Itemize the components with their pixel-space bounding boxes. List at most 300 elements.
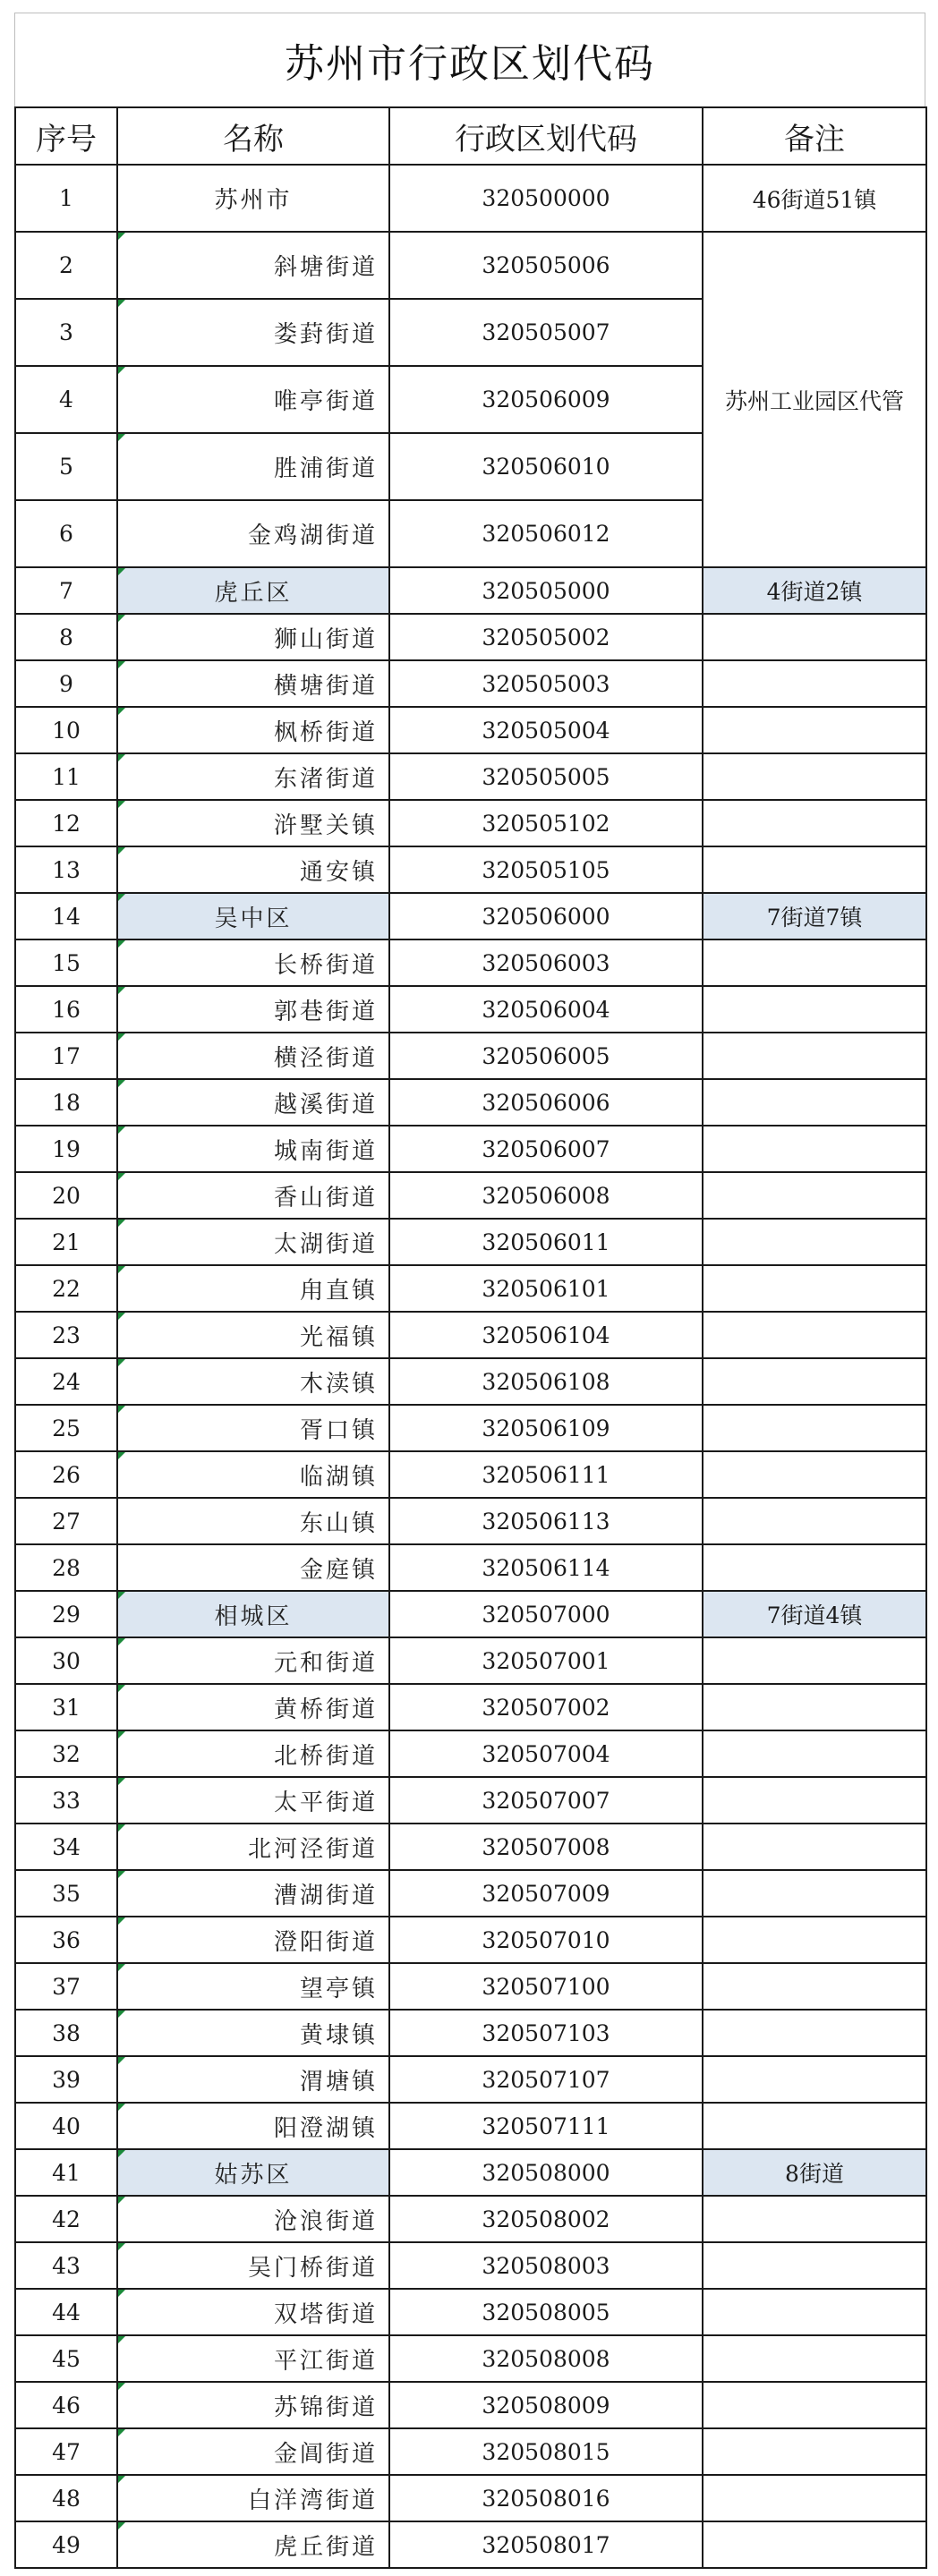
cell-name-text: 光福镇: [299, 1323, 378, 1351]
cell-note[interactable]: [703, 1917, 926, 1963]
cell-seq[interactable]: 40: [15, 2103, 117, 2149]
cell-seq[interactable]: 30: [15, 1637, 117, 1684]
cell-name[interactable]: [117, 2521, 389, 2568]
cell-name[interactable]: [117, 2289, 389, 2335]
table-row: [15, 1730, 926, 1777]
cell-note[interactable]: [703, 2103, 926, 2149]
cell-code[interactable]: 320505004: [389, 707, 703, 753]
table-row: [15, 2149, 926, 2196]
cell-note[interactable]: [703, 660, 926, 707]
cell-seq[interactable]: 42: [15, 2196, 117, 2242]
cell-note[interactable]: [703, 1033, 926, 1079]
cell-seq[interactable]: 20: [15, 1172, 117, 1219]
cell-name-text: 相城区: [214, 1603, 293, 1630]
cell-seq[interactable]: 2: [15, 232, 117, 299]
cell-comment-marker-icon: [118, 1731, 125, 1739]
table-row: [15, 2103, 926, 2149]
cell-name[interactable]: [117, 165, 389, 232]
cell-note[interactable]: [703, 614, 926, 660]
title-cell[interactable]: [14, 13, 925, 106]
cell-name[interactable]: [117, 2149, 389, 2196]
cell-code[interactable]: 320506008: [389, 1172, 703, 1219]
cell-name[interactable]: [117, 2196, 389, 2242]
cell-seq[interactable]: 26: [15, 1451, 117, 1498]
cell-name[interactable]: [117, 1684, 389, 1730]
cell-seq[interactable]: 48: [15, 2475, 117, 2521]
cell-comment-marker-icon: [118, 1126, 125, 1134]
cell-name[interactable]: [117, 433, 389, 500]
cell-code[interactable]: 320505105: [389, 846, 703, 893]
cell-code[interactable]: 320506003: [389, 939, 703, 986]
header-note[interactable]: 备注: [703, 107, 926, 165]
cell-name[interactable]: [117, 1870, 389, 1917]
cell-seq[interactable]: 16: [15, 986, 117, 1033]
cell-note[interactable]: [703, 1544, 926, 1591]
cell-name-text: 木渎镇: [299, 1370, 378, 1398]
cell-seq[interactable]: 31: [15, 1684, 117, 1730]
cell-seq[interactable]: 6: [15, 500, 117, 567]
cell-name-text: 越溪街道: [273, 1091, 378, 1118]
cell-code[interactable]: 320506101: [389, 1265, 703, 1312]
cell-code[interactable]: 320507100: [389, 1963, 703, 2010]
cell-name[interactable]: [117, 1172, 389, 1219]
cell-comment-marker-icon: [118, 2197, 125, 2204]
cell-note[interactable]: [703, 1730, 926, 1777]
cell-note[interactable]: [703, 1498, 926, 1544]
table-row: [15, 2428, 926, 2475]
cell-seq[interactable]: 36: [15, 1917, 117, 1963]
cell-code[interactable]: 320500000: [389, 165, 703, 232]
cell-name-text: 平江街道: [273, 2347, 378, 2375]
cell-name[interactable]: [117, 1405, 389, 1451]
cell-seq[interactable]: 10: [15, 707, 117, 753]
cell-code[interactable]: 320508017: [389, 2521, 703, 2568]
cell-name-text: 北桥街道: [273, 1742, 378, 1770]
cell-code[interactable]: 320507107: [389, 2056, 703, 2103]
table-row: [15, 2196, 926, 2242]
cell-comment-marker-icon: [118, 894, 125, 901]
cell-name-text: 澄阳街道: [273, 1928, 378, 1956]
cell-name-text: 姑苏区: [214, 2161, 293, 2189]
table-row: [15, 232, 926, 299]
page-title: 苏州市行政区划代码: [285, 41, 655, 87]
cell-comment-marker-icon: [118, 2336, 125, 2343]
cell-note[interactable]: [703, 2335, 926, 2382]
cell-comment-marker-icon: [118, 847, 125, 854]
table-row: [15, 2335, 926, 2382]
cell-comment-marker-icon: [118, 1824, 125, 1832]
cell-name[interactable]: [117, 2103, 389, 2149]
cell-code[interactable]: 320507007: [389, 1777, 703, 1824]
cell-name-text: 吴门桥街道: [247, 2254, 378, 2282]
cell-comment-marker-icon: [118, 2057, 125, 2064]
cell-name[interactable]: [117, 1312, 389, 1358]
cell-code[interactable]: 320505102: [389, 800, 703, 846]
cell-name[interactable]: [117, 660, 389, 707]
cell-note[interactable]: [703, 1126, 926, 1172]
cell-note[interactable]: [703, 2289, 926, 2335]
cell-seq[interactable]: 37: [15, 1963, 117, 2010]
cell-code[interactable]: 320508005: [389, 2289, 703, 2335]
header-code[interactable]: 行政区划代码: [389, 107, 703, 165]
cell-name-text: 漕湖街道: [273, 1882, 378, 1909]
cell-code[interactable]: 320508002: [389, 2196, 703, 2242]
cell-seq[interactable]: 41: [15, 2149, 117, 2196]
cell-comment-marker-icon: [118, 708, 125, 715]
cell-name[interactable]: [117, 707, 389, 753]
cell-note[interactable]: [703, 753, 926, 800]
cell-seq[interactable]: 34: [15, 1824, 117, 1870]
cell-code[interactable]: 320508000: [389, 2149, 703, 2196]
cell-seq[interactable]: 8: [15, 614, 117, 660]
cell-seq[interactable]: 28: [15, 1544, 117, 1591]
table-row: [15, 2010, 926, 2056]
cell-comment-marker-icon: [118, 1359, 125, 1366]
cell-name-text: 香山街道: [273, 1184, 378, 1211]
cell-name-text: 北河泾街道: [247, 1835, 378, 1863]
cell-note[interactable]: [703, 1358, 926, 1405]
cell-note[interactable]: [703, 986, 926, 1033]
table-row: [15, 1451, 926, 1498]
cell-note[interactable]: [703, 1312, 926, 1358]
table-row: [15, 1684, 926, 1730]
cell-name[interactable]: [117, 366, 389, 433]
cell-comment-marker-icon: [118, 1685, 125, 1692]
cell-name-text: 娄葑街道: [273, 321, 378, 348]
cell-seq[interactable]: 33: [15, 1777, 117, 1824]
cell-note[interactable]: [703, 2428, 926, 2475]
cell-name-text: 黄桥街道: [273, 1696, 378, 1723]
cell-comment-marker-icon: [118, 801, 125, 808]
cell-name[interactable]: [117, 2335, 389, 2382]
table-row: [15, 1312, 926, 1358]
cell-name[interactable]: [117, 1777, 389, 1824]
cell-note[interactable]: [703, 1219, 926, 1265]
cell-code[interactable]: 320506011: [389, 1219, 703, 1265]
cell-code[interactable]: 320505000: [389, 567, 703, 614]
cell-name-text: 苏锦街道: [273, 2393, 378, 2421]
cell-comment-marker-icon: [118, 2290, 125, 2297]
cell-note[interactable]: [703, 2056, 926, 2103]
cell-comment-marker-icon: [118, 2104, 125, 2111]
cell-name[interactable]: [117, 1451, 389, 1498]
cell-comment-marker-icon: [118, 1452, 125, 1459]
cell-code[interactable]: 320506007: [389, 1126, 703, 1172]
cell-code[interactable]: 320506109: [389, 1405, 703, 1451]
table-row: [15, 986, 926, 1033]
table-row: [15, 1824, 926, 1870]
cell-name[interactable]: [117, 2056, 389, 2103]
cell-seq[interactable]: 18: [15, 1079, 117, 1126]
cell-name[interactable]: [117, 614, 389, 660]
cell-name-text: 白洋湾街道: [247, 2487, 378, 2514]
cell-note[interactable]: [703, 1777, 926, 1824]
cell-note[interactable]: 7街道4镇: [703, 1591, 926, 1637]
cell-code[interactable]: 320506009: [389, 366, 703, 433]
cell-note[interactable]: [703, 1079, 926, 1126]
table-row: [15, 1079, 926, 1126]
table-row: [15, 939, 926, 986]
cell-code[interactable]: 320505007: [389, 299, 703, 366]
cell-seq[interactable]: 22: [15, 1265, 117, 1312]
cell-seq[interactable]: 19: [15, 1126, 117, 1172]
cell-code[interactable]: 320506012: [389, 500, 703, 567]
cell-comment-marker-icon: [118, 1917, 125, 1925]
table-row: [15, 1405, 926, 1451]
cell-code[interactable]: 320507010: [389, 1917, 703, 1963]
cell-code[interactable]: 320508003: [389, 2242, 703, 2289]
cell-name[interactable]: [117, 1358, 389, 1405]
cell-name-text: 东山镇: [299, 1509, 378, 1537]
cell-seq[interactable]: 38: [15, 2010, 117, 2056]
cell-name-text: 金庭镇: [299, 1556, 378, 1584]
cell-name-text: 唯亭街道: [273, 388, 378, 415]
cell-code[interactable]: 320506005: [389, 1033, 703, 1079]
cell-name[interactable]: [117, 2010, 389, 2056]
cell-name[interactable]: [117, 1917, 389, 1963]
cell-comment-marker-icon: [118, 1964, 125, 1971]
cell-note[interactable]: [703, 939, 926, 986]
cell-code[interactable]: 320506108: [389, 1358, 703, 1405]
cell-seq[interactable]: 32: [15, 1730, 117, 1777]
cell-name-text: 斜塘街道: [273, 254, 378, 281]
cell-comment-marker-icon: [118, 2429, 125, 2436]
cell-seq[interactable]: 7: [15, 567, 117, 614]
cell-comment-marker-icon: [118, 1871, 125, 1878]
cell-comment-marker-icon: [118, 2243, 125, 2250]
cell-note[interactable]: [703, 1451, 926, 1498]
cell-seq[interactable]: 13: [15, 846, 117, 893]
cell-note[interactable]: [703, 1870, 926, 1917]
cell-seq[interactable]: 17: [15, 1033, 117, 1079]
cell-name-text: 临湖镇: [299, 1463, 378, 1491]
cell-note[interactable]: [703, 1684, 926, 1730]
cell-name[interactable]: [117, 1544, 389, 1591]
cell-note[interactable]: 4街道2镇: [703, 567, 926, 614]
cell-note[interactable]: [703, 2475, 926, 2521]
cell-code[interactable]: 320507004: [389, 1730, 703, 1777]
cell-note-merged[interactable]: 苏州工业园区代管: [703, 232, 926, 567]
cell-note[interactable]: [703, 2382, 926, 2428]
cell-comment-marker-icon: [118, 1406, 125, 1413]
cell-code[interactable]: 320506111: [389, 1451, 703, 1498]
cell-name-text: 虎丘街道: [273, 2533, 378, 2561]
cell-code[interactable]: 320507103: [389, 2010, 703, 2056]
cell-note[interactable]: [703, 1405, 926, 1451]
cell-seq[interactable]: 29: [15, 1591, 117, 1637]
table-row: [15, 2475, 926, 2521]
cell-comment-marker-icon: [118, 1778, 125, 1785]
cell-name[interactable]: [117, 1963, 389, 2010]
cell-note[interactable]: 8街道: [703, 2149, 926, 2196]
cell-name-text: 太平街道: [273, 1789, 378, 1816]
cell-code[interactable]: 320506114: [389, 1544, 703, 1591]
cell-note[interactable]: [703, 1637, 926, 1684]
cell-code[interactable]: 320507009: [389, 1870, 703, 1917]
cell-name[interactable]: [117, 986, 389, 1033]
cell-note[interactable]: 7街道7镇: [703, 893, 926, 939]
cell-code[interactable]: 320506006: [389, 1079, 703, 1126]
cell-seq[interactable]: 21: [15, 1219, 117, 1265]
cell-seq[interactable]: 44: [15, 2289, 117, 2335]
cell-comment-marker-icon: [118, 2383, 125, 2390]
cell-name[interactable]: [117, 1079, 389, 1126]
table-row: [15, 846, 926, 893]
division-code-table: [14, 106, 927, 2569]
cell-seq[interactable]: 5: [15, 433, 117, 500]
cell-name-text: 胥口镇: [299, 1416, 378, 1444]
cell-seq[interactable]: 39: [15, 2056, 117, 2103]
cell-code[interactable]: 320507000: [389, 1591, 703, 1637]
cell-note[interactable]: [703, 707, 926, 753]
cell-note[interactable]: [703, 800, 926, 846]
cell-name-text: 郭巷街道: [273, 998, 378, 1025]
cell-note[interactable]: [703, 2010, 926, 2056]
header-name[interactable]: 名称: [117, 107, 389, 165]
cell-name-text: 沧浪街道: [273, 2207, 378, 2235]
cell-code[interactable]: 320508015: [389, 2428, 703, 2475]
cell-seq[interactable]: 23: [15, 1312, 117, 1358]
cell-seq[interactable]: 9: [15, 660, 117, 707]
cell-seq[interactable]: 4: [15, 366, 117, 433]
table-row: [15, 1172, 926, 1219]
cell-seq[interactable]: 45: [15, 2335, 117, 2382]
cell-name[interactable]: [117, 1637, 389, 1684]
cell-note[interactable]: [703, 2242, 926, 2289]
cell-comment-marker-icon: [118, 233, 125, 240]
cell-seq[interactable]: 1: [15, 165, 117, 232]
cell-name-text: 长桥街道: [273, 951, 378, 979]
cell-comment-marker-icon: [118, 987, 125, 994]
table-row: [15, 1917, 926, 1963]
cell-seq[interactable]: 46: [15, 2382, 117, 2428]
cell-name[interactable]: [117, 232, 389, 299]
cell-comment-marker-icon: [118, 2011, 125, 2018]
cell-seq[interactable]: 47: [15, 2428, 117, 2475]
cell-name-text: 横塘街道: [273, 672, 378, 700]
cell-code[interactable]: 320507111: [389, 2103, 703, 2149]
cell-seq[interactable]: 14: [15, 893, 117, 939]
cell-name[interactable]: [117, 1730, 389, 1777]
cell-seq[interactable]: 27: [15, 1498, 117, 1544]
cell-name-text: 狮山街道: [273, 625, 378, 653]
cell-name[interactable]: [117, 893, 389, 939]
cell-seq[interactable]: 12: [15, 800, 117, 846]
cell-code[interactable]: 320506113: [389, 1498, 703, 1544]
cell-name[interactable]: [117, 299, 389, 366]
cell-seq[interactable]: 43: [15, 2242, 117, 2289]
table-row: [15, 800, 926, 846]
cell-name[interactable]: [117, 939, 389, 986]
table-row: [15, 1777, 926, 1824]
cell-comment-marker-icon: [118, 1638, 125, 1645]
cell-note[interactable]: [703, 1824, 926, 1870]
cell-name-text: 双塔街道: [273, 2300, 378, 2328]
cell-name[interactable]: [117, 567, 389, 614]
cell-code[interactable]: 320507008: [389, 1824, 703, 1870]
table-row: [15, 1033, 926, 1079]
cell-comment-marker-icon: [118, 754, 125, 761]
cell-note[interactable]: [703, 846, 926, 893]
table-row: [15, 165, 926, 232]
cell-code[interactable]: 320506010: [389, 433, 703, 500]
cell-code[interactable]: 320505003: [389, 660, 703, 707]
header-seq[interactable]: 序号: [15, 107, 117, 165]
cell-code[interactable]: 320508009: [389, 2382, 703, 2428]
cell-code[interactable]: 320507001: [389, 1637, 703, 1684]
table-row: [15, 2056, 926, 2103]
cell-name[interactable]: [117, 1265, 389, 1312]
cell-note[interactable]: [703, 1172, 926, 1219]
cell-code[interactable]: 320507002: [389, 1684, 703, 1730]
cell-comment-marker-icon: [118, 940, 125, 948]
cell-name[interactable]: [117, 753, 389, 800]
cell-name-text: 望亭镇: [299, 1975, 378, 2002]
cell-comment-marker-icon: [118, 2476, 125, 2483]
cell-name-text: 通安镇: [299, 858, 378, 886]
cell-seq[interactable]: 49: [15, 2521, 117, 2568]
cell-name-text: 吴中区: [214, 905, 293, 932]
cell-name-text: 浒墅关镇: [273, 812, 378, 839]
cell-seq[interactable]: 15: [15, 939, 117, 986]
cell-name[interactable]: [117, 1033, 389, 1079]
cell-name[interactable]: [117, 2382, 389, 2428]
cell-comment-marker-icon: [118, 1592, 125, 1599]
table-row: [15, 2242, 926, 2289]
cell-code[interactable]: 320505006: [389, 232, 703, 299]
cell-name[interactable]: [117, 1498, 389, 1544]
cell-code[interactable]: 320506000: [389, 893, 703, 939]
cell-note[interactable]: [703, 2196, 926, 2242]
cell-name-text: 金鸡湖街道: [247, 523, 378, 549]
cell-name[interactable]: [117, 1126, 389, 1172]
cell-seq[interactable]: 3: [15, 299, 117, 366]
table-row: [15, 2521, 926, 2568]
cell-seq[interactable]: 35: [15, 1870, 117, 1917]
cell-name[interactable]: [117, 846, 389, 893]
cell-name[interactable]: [117, 1824, 389, 1870]
cell-name-text: 东渚街道: [273, 765, 378, 793]
cell-seq[interactable]: 25: [15, 1405, 117, 1451]
table-row: [15, 753, 926, 800]
cell-code[interactable]: 320505005: [389, 753, 703, 800]
cell-seq[interactable]: 24: [15, 1358, 117, 1405]
cell-name[interactable]: [117, 2475, 389, 2521]
cell-name[interactable]: [117, 800, 389, 846]
cell-name[interactable]: [117, 1591, 389, 1637]
cell-note[interactable]: 46街道51镇: [703, 165, 926, 232]
cell-code[interactable]: 320506004: [389, 986, 703, 1033]
cell-name-text: 苏州市: [214, 187, 293, 214]
cell-name[interactable]: [117, 500, 389, 567]
cell-code[interactable]: 320508016: [389, 2475, 703, 2521]
cell-note[interactable]: [703, 2521, 926, 2568]
cell-comment-marker-icon: [118, 1033, 125, 1041]
cell-name[interactable]: [117, 2242, 389, 2289]
cell-note[interactable]: [703, 1265, 926, 1312]
cell-name-text: 渭塘镇: [299, 2068, 378, 2096]
cell-seq[interactable]: 11: [15, 753, 117, 800]
cell-name[interactable]: [117, 2428, 389, 2475]
cell-code[interactable]: 320506104: [389, 1312, 703, 1358]
table-row: [15, 707, 926, 753]
table-body: [15, 165, 926, 2568]
cell-comment-marker-icon: [118, 615, 125, 622]
cell-code[interactable]: 320505002: [389, 614, 703, 660]
cell-code[interactable]: 320508008: [389, 2335, 703, 2382]
cell-note[interactable]: [703, 1963, 926, 2010]
cell-name[interactable]: [117, 1219, 389, 1265]
